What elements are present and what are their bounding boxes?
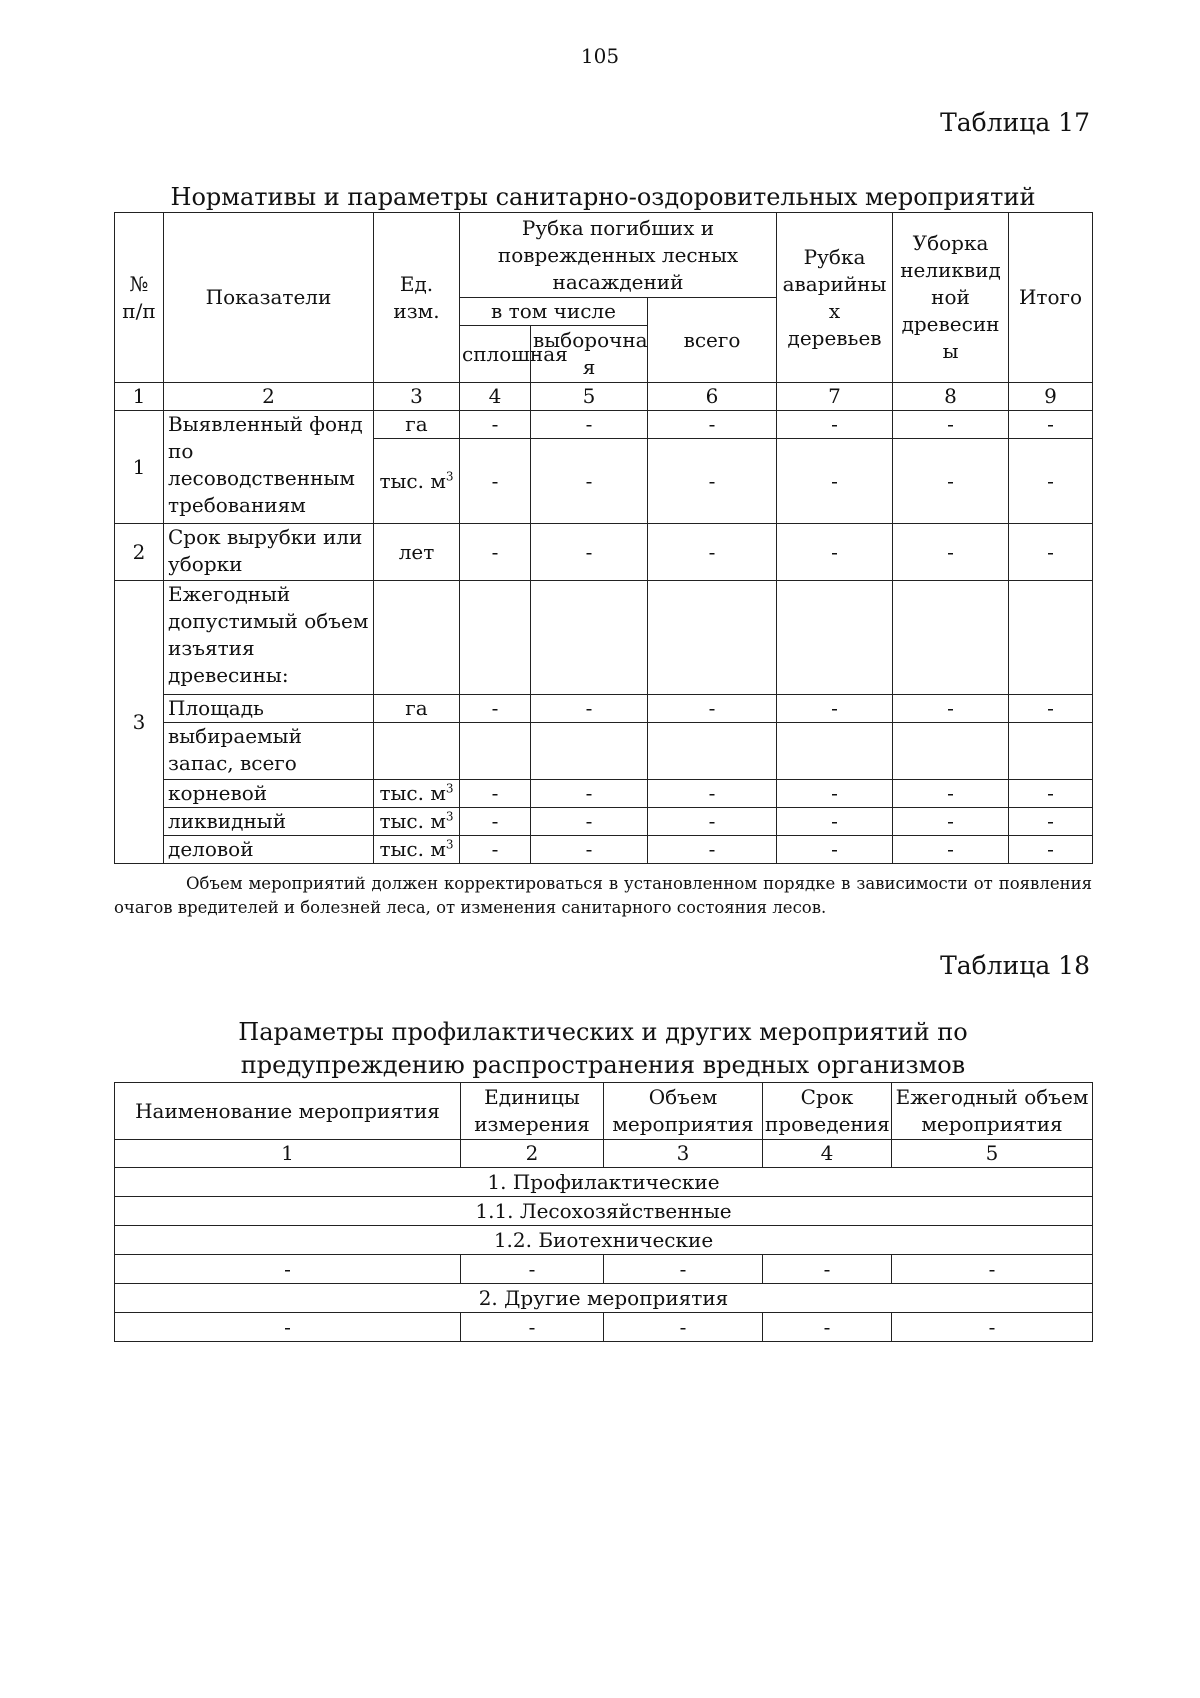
cell-dash: - [893,780,1009,808]
row-name: Выявленный фонд по лесоводственным требованиям [164,411,374,524]
cell-dash: - [777,780,893,808]
col-number: 4 [763,1140,892,1168]
row-name: Срок вырубки или уборки [164,524,374,581]
cell-dash: - [604,1313,763,1342]
col-number: 7 [777,383,893,411]
row-num: 1 [115,411,164,524]
col-number: 2 [461,1140,604,1168]
header-illiquid: Уборка неликвид ной древесин ы [893,213,1009,383]
cell-dash: - [460,524,531,581]
cell-dash: - [461,1313,604,1342]
cell-dash: - [777,411,893,439]
cell-dash: - [777,808,893,836]
cell-dash: - [531,780,648,808]
cell-dash: - [115,1313,461,1342]
unit-text: тыс. м [379,468,446,493]
row-commercial: деловой [164,836,374,864]
cell-dash: - [893,695,1009,723]
cell-dash: - [648,836,777,864]
cell-dash: - [460,695,531,723]
cell-dash: - [893,808,1009,836]
header-felling-dead: Рубка погибших и поврежденных лесных насаждений [460,213,777,298]
col-number: 2 [164,383,374,411]
cell-dash: - [648,411,777,439]
header-in-total: в том числе [460,298,648,326]
cell-dash: - [648,695,777,723]
cell-dash: - [460,808,531,836]
cell-dash: - [892,1255,1093,1284]
cell-dash: - [777,836,893,864]
row-num: 3 [115,581,164,864]
row-area: Площадь [164,695,374,723]
col-number: 1 [115,383,164,411]
cell-dash: - [892,1313,1093,1342]
header-total: всего [648,298,777,383]
cell-dash: - [1009,780,1093,808]
col-number: 5 [892,1140,1093,1168]
cell-dash: - [893,836,1009,864]
row-unit: лет [374,524,460,581]
cell-dash: - [531,524,648,581]
table17-label: Таблица 17 [940,108,1090,137]
cell-dash: - [648,524,777,581]
header-clear: сплошная [460,326,531,383]
cell-dash: - [893,524,1009,581]
cell-dash: - [777,695,893,723]
cell-dash: - [461,1255,604,1284]
cell-dash: - [893,439,1009,524]
col-number: 3 [374,383,460,411]
cell-dash: - [460,411,531,439]
table18-label: Таблица 18 [940,951,1090,980]
header-volume: Объем мероприятия [604,1083,763,1140]
col-number: 8 [893,383,1009,411]
unit-sup: 3 [445,468,454,483]
header-num: № п/п [115,213,164,383]
row-unit: га [374,695,460,723]
row-unit: га [374,411,460,439]
cell-dash: - [1009,695,1093,723]
row-root: корневой [164,780,374,808]
cell-dash: - [893,411,1009,439]
col-number: 9 [1009,383,1093,411]
table18-title-line1: Параметры профилактических и других мероприятий по [238,1018,968,1046]
cell-dash: - [531,808,648,836]
header-sum: Итого [1009,213,1093,383]
col-number: 3 [604,1140,763,1168]
page-number: 105 [580,44,620,68]
header-annual: Ежегодный объем мероприятия [892,1083,1093,1140]
cell-dash: - [531,411,648,439]
table17-note: Объем мероприятий должен корректироваться в установленном порядке в зависимости от появления очагов вредителей и болезней леса, от изменения санитарного состояния лесов. [114,874,1092,917]
section-biotech: 1.2. Биотехнические [115,1226,1093,1255]
cell-dash: - [1009,411,1093,439]
cell-dash: - [777,439,893,524]
row-stock: выбираемый запас, всего [164,723,374,780]
header-name: Наименование мероприятия [115,1083,461,1140]
section-other: 2. Другие мероприятия [115,1284,1093,1313]
header-indicators: Показатели [164,213,374,383]
cell-dash: - [1009,836,1093,864]
col-number: 5 [531,383,648,411]
cell-dash: - [460,836,531,864]
cell-dash: - [531,695,648,723]
row-unit: тыс. $м^3$ [374,836,460,864]
cell-dash: - [648,808,777,836]
table17-title: Нормативы и параметры санитарно-оздоровительных мероприятий [170,183,1036,211]
header-selective: выборочна я [531,326,648,383]
cell-dash: - [531,836,648,864]
cell-dash: - [763,1255,892,1284]
section-forestry: 1.1. Лесохозяйственные [115,1197,1093,1226]
cell-dash: - [115,1255,461,1284]
table18 [114,1082,1093,1342]
row-unit: тыс. $м^3$ [374,780,460,808]
table18-title-line2: предупреждению распространения вредных организмов [240,1051,966,1079]
header-term: Срок проведения [763,1083,892,1140]
row-name: Ежегодный допустимый объем изъятия древесины: [164,581,374,695]
cell-dash: - [531,439,648,524]
cell-dash: - [763,1313,892,1342]
cell-dash: - [1009,524,1093,581]
cell-dash: - [460,780,531,808]
header-unit: Единицы измерения [461,1083,604,1140]
cell-dash: - [604,1255,763,1284]
section-prophylactic: 1. Профилактические [115,1168,1093,1197]
header-emergency: Рубка аварийны х деревьев [777,213,893,383]
row-unit [374,439,460,524]
cell-dash: - [648,439,777,524]
col-number: 4 [460,383,531,411]
col-number: 6 [648,383,777,411]
cell-dash: - [648,780,777,808]
header-unit: Ед. изм. [374,213,460,383]
row-num: 2 [115,524,164,581]
cell-dash: - [1009,439,1093,524]
table17 [114,212,1093,864]
cell-dash: - [460,439,531,524]
row-unit: тыс. $м^3$ [374,808,460,836]
col-number: 1 [115,1140,461,1168]
cell-dash: - [777,524,893,581]
cell-dash: - [1009,808,1093,836]
row-liquid: ликвидный [164,808,374,836]
